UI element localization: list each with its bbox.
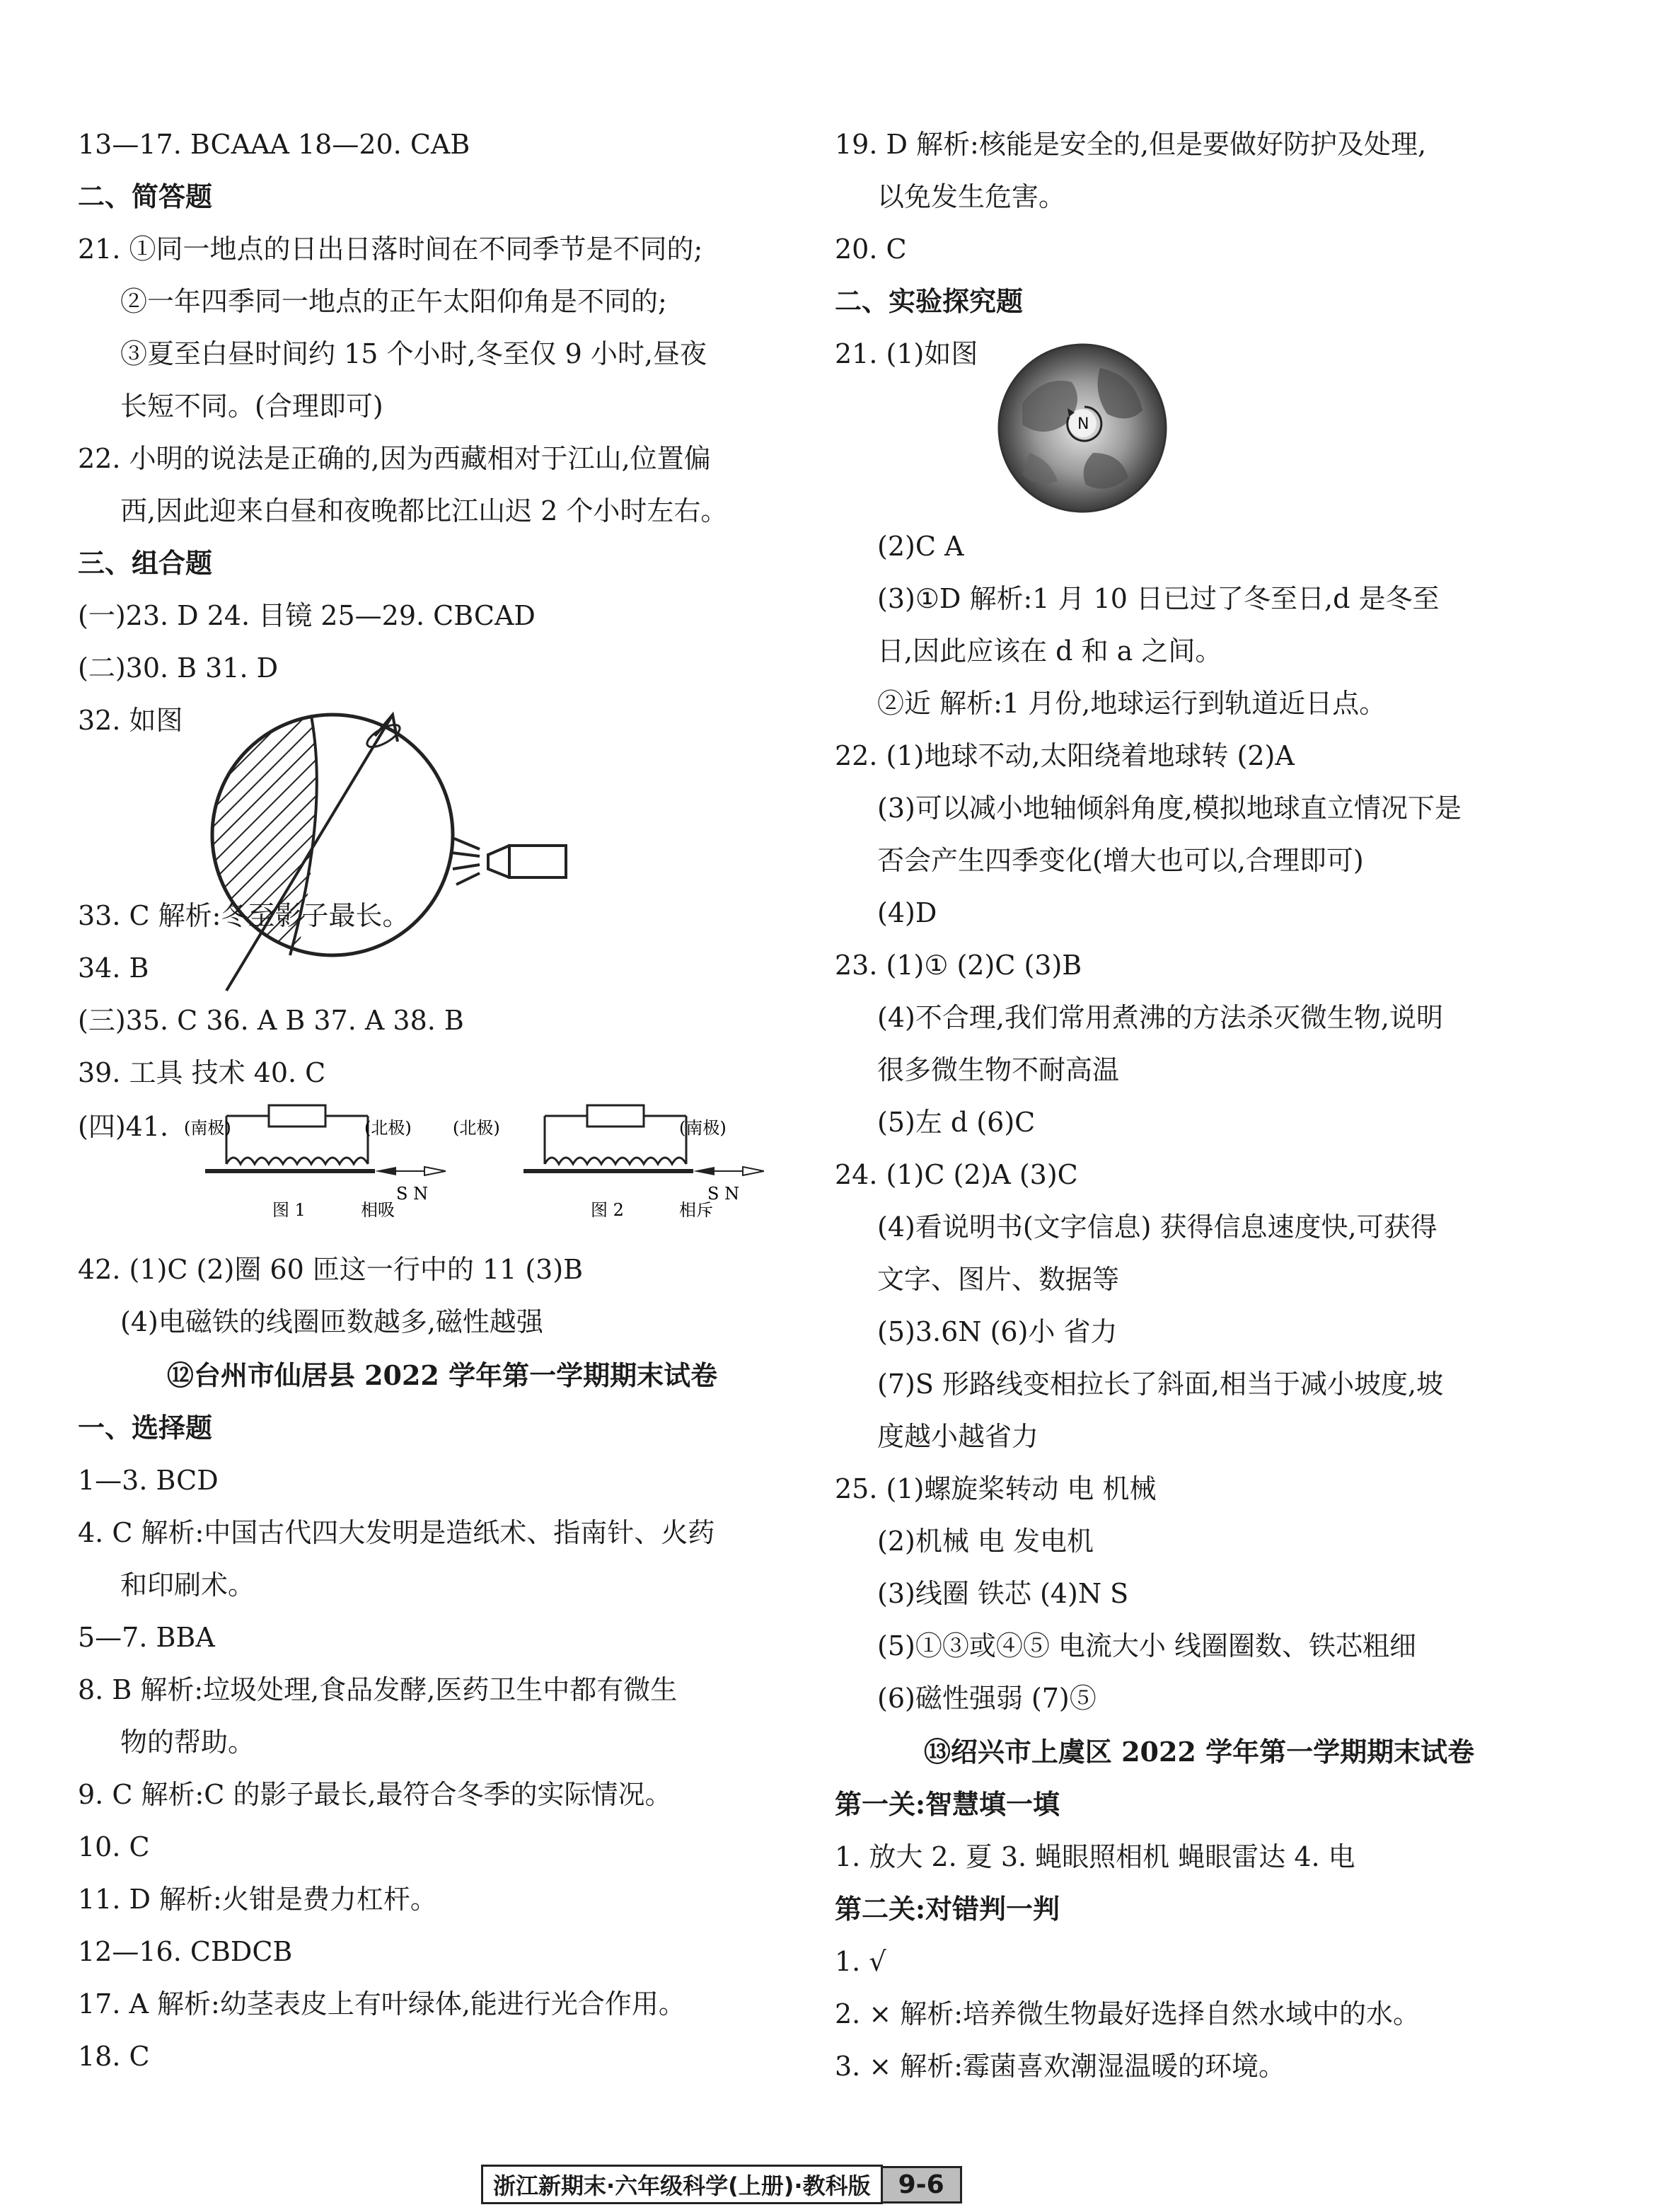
answer-line: 长短不同。(合理即可) <box>120 391 383 422</box>
answer-line: (4)电磁铁的线圈匝数越多,磁性越强 <box>120 1306 543 1337</box>
relation-label: 相斥 <box>679 1200 713 1220</box>
answer-line: (3)可以减小地轴倾斜角度,模拟地球直立情况下是 <box>877 793 1462 824</box>
answer-line: ②一年四季同一地点的正午太阳仰角是不同的; <box>120 286 667 317</box>
page-footer <box>481 2165 962 2204</box>
figure-caption: 图 2 <box>591 1200 624 1220</box>
answer-line: 34. B <box>78 952 149 984</box>
answer-line: 和印刷术。 <box>120 1569 255 1601</box>
answer-line: 日,因此应该在 d 和 a 之间。 <box>877 635 1222 667</box>
section-heading: 第一关:智慧填一填 <box>835 1788 1060 1820</box>
page-number: 9-6 <box>883 2166 962 2204</box>
answer-line: 19. D 解析:核能是安全的,但是要做好防护及处理, <box>835 129 1427 160</box>
answer-line: 21. ①同一地点的日出日落时间在不同季节是不同的; <box>78 234 703 265</box>
answer-line: (四)41. <box>78 1111 169 1142</box>
answer-line: 22. 小明的说法是正确的,因为西藏相对于江山,位置偏 <box>78 443 711 474</box>
exam-title: ⑫台州市仙居县 2022 学年第一学期期末试卷 <box>166 1359 718 1391</box>
electromagnet-figure-1 <box>184 1105 446 1220</box>
answer-line: 8. B 解析:垃圾处理,食品发酵,医药卫生中都有微生 <box>78 1674 678 1705</box>
answer-line: (2)C A <box>877 531 964 562</box>
answer-line: 西,因此迎来白昼和夜晚都比江山迟 2 个小时左右。 <box>120 495 728 526</box>
answer-line: (5)左 d (6)C <box>877 1107 1036 1138</box>
answer-line: ③夏至白昼时间约 15 个小时,冬至仅 9 小时,昼夜 <box>120 338 707 369</box>
answer-line: (二)30. B 31. D <box>78 652 279 684</box>
answer-line: 文字、图片、数据等 <box>877 1264 1120 1295</box>
answer-line: 21. (1)如图 <box>835 338 978 369</box>
answer-line: 4. C 解析:中国古代四大发明是造纸术、指南针、火药 <box>78 1517 715 1548</box>
answer-line: 9. C 解析:C 的影子最长,最符合冬季的实际情况。 <box>78 1779 672 1810</box>
section-heading: 一、选择题 <box>78 1412 213 1444</box>
answer-line: 否会产生四季变化(增大也可以,合理即可) <box>877 845 1364 876</box>
exam-title: ⑬绍兴市上虞区 2022 学年第一学期期末试卷 <box>923 1736 1475 1768</box>
answer-line: (5)①③或④⑤ 电流大小 线圈圈数、铁芯粗细 <box>877 1630 1416 1661</box>
section-heading: 第二关:对错判一判 <box>835 1893 1060 1925</box>
answer-line: (6)磁性强弱 (7)⑤ <box>877 1683 1097 1714</box>
pole-label: (北极) <box>453 1118 500 1138</box>
answer-line: 32. 如图 <box>78 705 183 736</box>
answer-line: 13—17. BCAAA 18—20. CAB <box>78 129 470 160</box>
answer-line: 很多微生物不耐高温 <box>877 1054 1120 1085</box>
answer-line: (4)D <box>877 897 937 928</box>
figure-caption: 图 1 <box>272 1200 306 1220</box>
answer-line: 以免发生危害。 <box>877 181 1066 212</box>
answer-line: 3. × 解析:霉菌喜欢潮湿温暖的环境。 <box>835 2051 1286 2082</box>
answer-line: 39. 工具 技术 40. C <box>78 1057 326 1088</box>
pole-label: (南极) <box>679 1118 727 1138</box>
book-title: 浙江新期末·六年级科学(上册)·教科版 <box>481 2165 883 2204</box>
section-heading: 二、简答题 <box>78 180 213 212</box>
earth-flashlight-diagram <box>205 708 573 998</box>
electromagnet-figure-2 <box>453 1105 764 1220</box>
answer-line: (一)23. D 24. 目镜 25—29. CBCAD <box>78 600 536 631</box>
answer-line: (4)不合理,我们常用煮沸的方法杀灭微生物,说明 <box>877 1002 1443 1033</box>
answer-line: 33. C 解析:冬至影子最长。 <box>78 900 410 931</box>
answer-line: 2. × 解析:培养微生物最好选择自然水域中的水。 <box>835 1998 1421 2029</box>
magnet-sn-label: S N <box>707 1184 740 1204</box>
answer-line: 10. C <box>78 1831 150 1862</box>
answer-line: 5—7. BBA <box>78 1622 215 1653</box>
answer-line: 23. (1)① (2)C (3)B <box>835 950 1082 981</box>
answer-line: 22. (1)地球不动,太阳绕着地球转 (2)A <box>835 740 1295 771</box>
answer-line: 度越小越省力 <box>877 1421 1039 1452</box>
answer-line: (3)①D 解析:1 月 10 日已过了冬至日,d 是冬至 <box>877 583 1440 614</box>
answer-line: 12—16. CBDCB <box>78 1936 293 1967</box>
answer-line: (3)线圈 铁芯 (4)N S <box>877 1578 1129 1609</box>
answer-line: (7)S 形路线变相拉长了斜面,相当于减小坡度,坡 <box>877 1369 1444 1400</box>
answer-line: 11. D 解析:火钳是费力杠杆。 <box>78 1884 437 1915</box>
answer-line: (4)看说明书(文字信息) 获得信息速度快,可获得 <box>877 1211 1437 1243</box>
pole-label: (北极) <box>364 1118 412 1138</box>
answer-line: 1. √ <box>835 1946 886 1977</box>
answer-line: 17. A 解析:幼茎表皮上有叶绿体,能进行光合作用。 <box>78 1988 686 2020</box>
relation-label: 相吸 <box>361 1200 395 1220</box>
answer-line: (2)机械 电 发电机 <box>877 1526 1094 1557</box>
globe-north-label: N <box>1077 415 1089 433</box>
magnet-sn-label: S N <box>396 1184 429 1204</box>
answer-line: 18. C <box>78 2041 150 2072</box>
answer-line: 1—3. BCD <box>78 1465 219 1496</box>
answer-line: 20. C <box>835 234 907 265</box>
section-heading: 三、组合题 <box>78 547 213 579</box>
answer-line: (5)3.6N (6)小 省力 <box>877 1316 1118 1347</box>
answer-line: (三)35. C 36. A B 37. A 38. B <box>78 1005 464 1036</box>
pole-label: (南极) <box>184 1118 231 1138</box>
section-heading: 二、实验探究题 <box>835 285 1024 317</box>
answer-line: 24. (1)C (2)A (3)C <box>835 1159 1078 1190</box>
answer-line: 25. (1)螺旋桨转动 电 机械 <box>835 1473 1157 1504</box>
globe-image <box>994 340 1171 517</box>
answer-line: 物的帮助。 <box>120 1727 255 1758</box>
answer-line: 42. (1)C (2)圈 60 匝这一行中的 11 (3)B <box>78 1254 584 1285</box>
answer-line: 1. 放大 2. 夏 3. 蝇眼照相机 蝇眼雷达 4. 电 <box>835 1841 1355 1872</box>
answer-line: ②近 解析:1 月份,地球运行到轨道近日点。 <box>877 688 1387 719</box>
electromagnet-diagram <box>184 1097 764 1245</box>
